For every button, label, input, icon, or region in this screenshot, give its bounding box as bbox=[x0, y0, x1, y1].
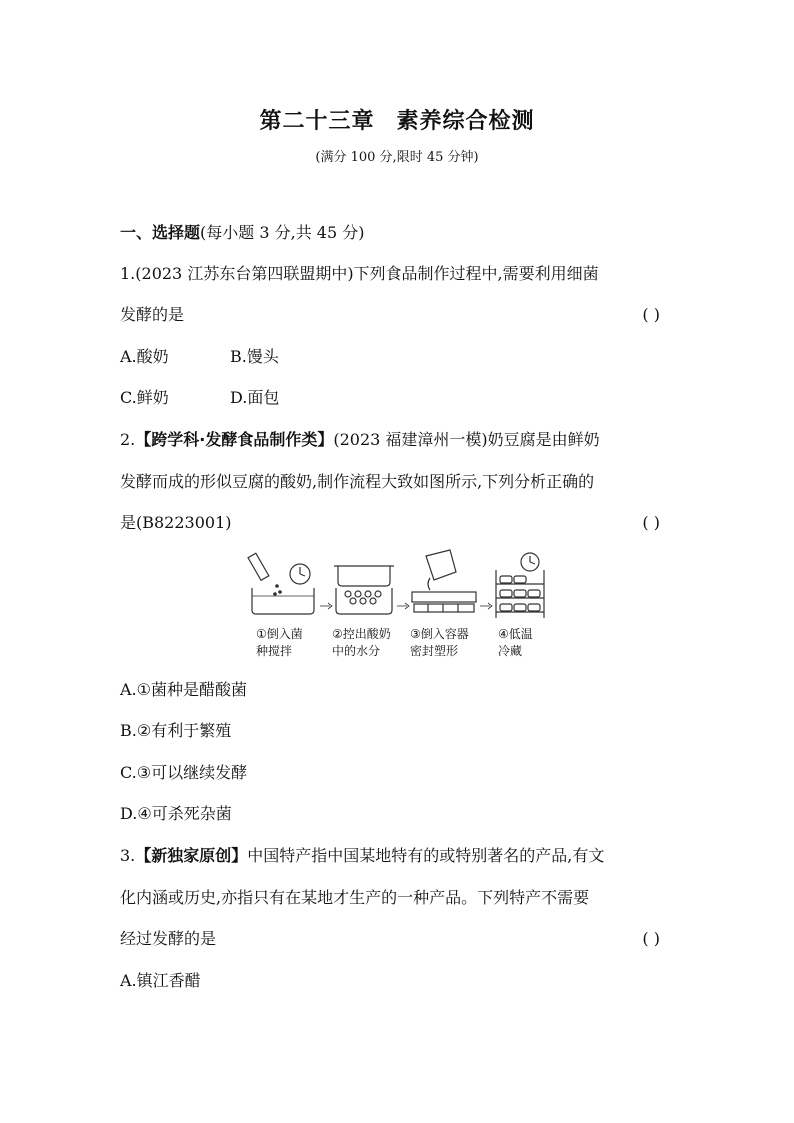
q2-option-c: C.③可以继续发酵 bbox=[120, 763, 248, 782]
step2-illustration bbox=[334, 566, 394, 614]
process-figure bbox=[244, 548, 556, 666]
q1-line1: 1.(2023 江苏东台第四联盟期中)下列食品制作过程中,需要利用细菌 bbox=[120, 264, 599, 283]
section-note: (每小题 3 分,共 45 分) bbox=[200, 223, 365, 242]
q2-stem-end: 是(B8223001) bbox=[120, 513, 232, 532]
page-title bbox=[0, 104, 794, 135]
q2-tag: 【跨学科·发酵食品制作类】 bbox=[135, 430, 334, 449]
q1-options-row2 bbox=[120, 387, 680, 409]
q1-line2 bbox=[120, 304, 680, 326]
step3-illustration bbox=[412, 550, 476, 612]
q2-option-d: D.④可杀死杂菌 bbox=[120, 804, 232, 823]
q2-line2: 发酵而成的形似豆腐的酸奶,制作流程大致如图所示,下列分析正确的 bbox=[120, 472, 595, 491]
step1-caption: ①倒入菌 种搅拌 bbox=[256, 627, 303, 658]
q3-number: 3. bbox=[120, 846, 136, 865]
q2-option-a: A.①菌种是醋酸菌 bbox=[120, 680, 247, 699]
step2-caption: ②控出酸奶 中的水分 bbox=[332, 627, 391, 658]
q1-option-b: B.馒头 bbox=[230, 347, 279, 366]
section-title: 一、选择题 bbox=[120, 223, 201, 242]
q2-option-b: B.②有利于繁殖 bbox=[120, 721, 232, 740]
q1-stem-end: 发酵的是 bbox=[120, 305, 185, 324]
q3-option-a: A.镇江香醋 bbox=[120, 971, 201, 990]
q3-line1 bbox=[120, 845, 680, 867]
section-heading bbox=[120, 222, 680, 244]
q1-options-row1 bbox=[120, 346, 680, 368]
step3-caption: ③倒入容器 密封塑形 bbox=[410, 627, 469, 658]
q2-number: 2. bbox=[120, 430, 136, 449]
process-illustration bbox=[244, 548, 556, 628]
q2-answer-blank: ( ) bbox=[642, 513, 660, 532]
step4-caption: ④低温 冷藏 bbox=[498, 627, 533, 658]
q1-option-a: A.酸奶 bbox=[120, 347, 169, 366]
q3-stem-start: 中国特产指中国某地特有的或特别著名的产品,有文 bbox=[247, 846, 605, 865]
q1-option-c: C.鲜奶 bbox=[120, 388, 169, 407]
q1-answer-blank: ( ) bbox=[642, 305, 660, 324]
q3-line2: 化内涵或历史,亦指只有在某地才生产的一种产品。下列特产不需要 bbox=[120, 888, 590, 907]
chapter-name: 素养综合检测 bbox=[396, 109, 535, 134]
q2-line3 bbox=[120, 512, 680, 534]
q2-stem-start: (2023 福建漳州一模)奶豆腐是由鲜奶 bbox=[333, 430, 600, 449]
q1-option-d: D.面包 bbox=[230, 388, 280, 407]
exam-info: (满分 100 分,限时 45 分钟) bbox=[315, 150, 479, 165]
q3-answer-blank: ( ) bbox=[642, 929, 660, 948]
q3-line3 bbox=[120, 928, 680, 950]
q3-tag: 【新独家原创】 bbox=[135, 846, 248, 865]
chapter-label: 第二十三章 bbox=[259, 109, 375, 134]
step1-illustration bbox=[248, 553, 314, 614]
q3-stem-end: 经过发酵的是 bbox=[120, 929, 217, 948]
step4-illustration bbox=[496, 553, 544, 618]
q2-line1 bbox=[120, 429, 680, 451]
